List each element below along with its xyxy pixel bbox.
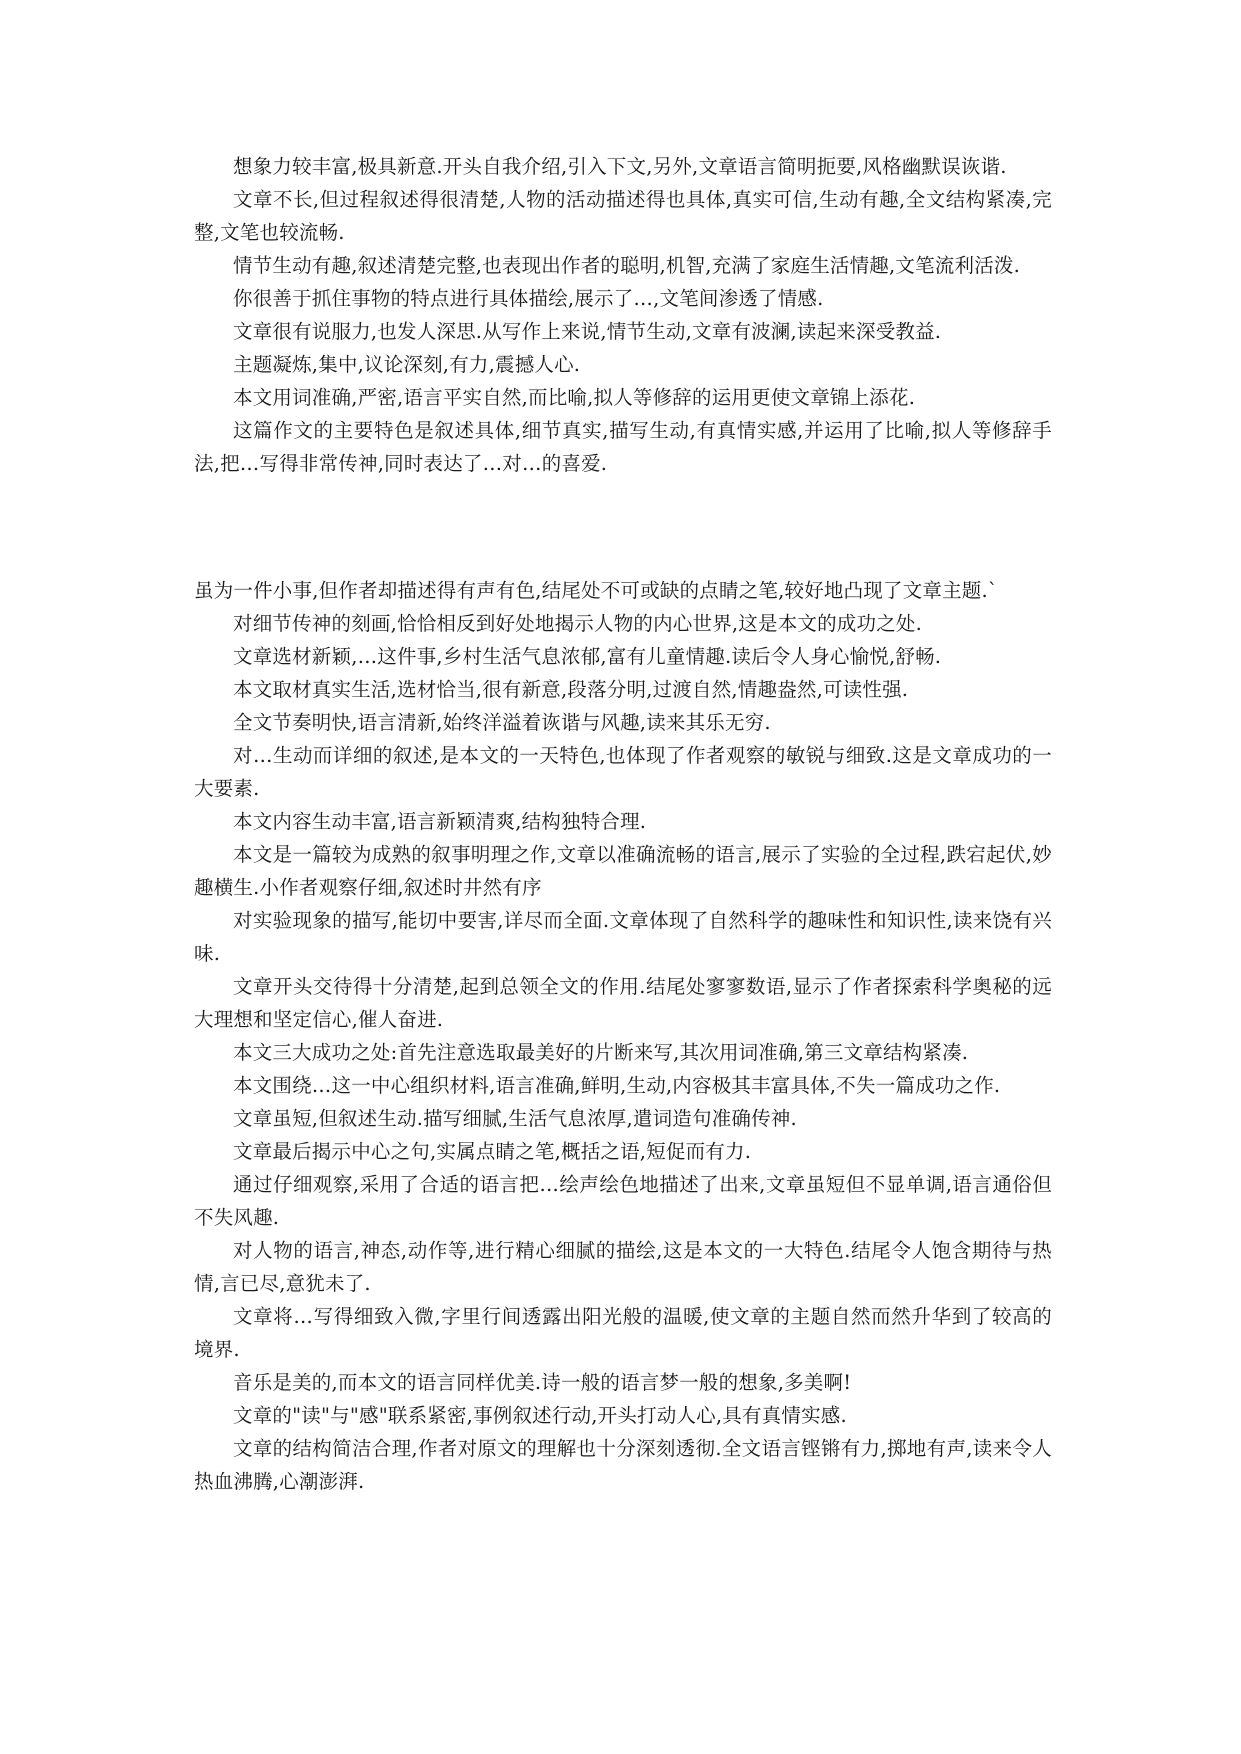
paragraph: 音乐是美的,而本文的语言同样优美.诗一般的语言梦一般的想象,多美啊! xyxy=(233,1371,852,1394)
paragraph: 主题凝炼,集中,议论深刻,有力,震撼人心. xyxy=(233,353,581,376)
comments-section-1 xyxy=(194,150,1052,480)
paragraph: 对…生动而详细的叙述,是本文的一天特色,也体现了作者观察的敏锐与细致.这是文章成功的一大要素. xyxy=(194,744,1052,800)
paragraph: 本文取材真实生活,选材恰当,很有新意,段落分明,过渡自然,情趣盎然,可读性强. xyxy=(233,678,909,701)
paragraph: 文章开头交待得十分清楚,起到总领全文的作用.结尾处寥寥数语,显示了作者探索科学奥秘的远大理想和坚定信心,催人奋进. xyxy=(194,975,1052,1031)
paragraph: 全文节奏明快,语言清新,始终洋溢着诙谐与风趣,读来其乐无穷. xyxy=(233,711,771,734)
paragraph: 文章虽短,但叙述生动.描写细腻,生活气息浓厚,遣词造句准确传神. xyxy=(233,1107,797,1130)
paragraph: 通过仔细观察,采用了合适的语言把…绘声绘色地描述了出来,文章虽短但不显单调,语言通俗但不失风趣. xyxy=(194,1173,1052,1229)
paragraph: 文章的"读"与"感"联系紧密,事例叙述行动,开头打动人心,具有真情实感. xyxy=(233,1404,847,1427)
paragraph: 想象力较丰富,极具新意.开头自我介绍,引入下文,另外,文章语言简明扼要,风格幽默误诙谐. xyxy=(233,155,1007,178)
paragraph: 本文三大成功之处:首先注意选取最美好的片断来写,其次用词准确,第三文章结构紧凑. xyxy=(233,1041,969,1064)
paragraph: 本文是一篇较为成熟的叙事明理之作,文章以准确流畅的语言,展示了实验的全过程,跌宕起伏,妙趣横生.小作者观察仔细,叙述时井然有序 xyxy=(194,843,1052,899)
paragraph: 文章选材新颖,…这件事,乡村生活气息浓郁,富有儿童情趣.读后令人身心愉悦,舒畅. xyxy=(233,645,942,668)
paragraph: 本文内容生动丰富,语言新颖清爽,结构独特合理. xyxy=(233,810,647,833)
paragraph: 情节生动有趣,叙述清楚完整,也表现出作者的聪明,机智,充满了家庭生活情趣,文笔流利活泼. xyxy=(233,254,1020,277)
paragraph: 这篇作文的主要特色是叙述具体,细节真实,描写生动,有真情实感,并运用了比喻,拟人等修辞手法,把…写得非常传神,同时表达了…对…的喜爱. xyxy=(194,419,1052,475)
paragraph: 你很善于抓住事物的特点进行具体描绘,展示了…,文笔间渗透了情感. xyxy=(233,287,824,310)
paragraph: 本文用词准确,严密,语言平实自然,而比喻,拟人等修辞的运用更使文章锦上添花. xyxy=(233,386,916,409)
paragraph: 文章不长,但过程叙述得很清楚,人物的活动描述得也具体,真实可信,生动有趣,全文结构紧凑,完整,文笔也较流畅. xyxy=(194,188,1052,244)
paragraph: 文章将…写得细致入微,字里行间透露出阳光般的温暖,使文章的主题自然而然升华到了较高的境界. xyxy=(194,1305,1052,1361)
paragraph: 文章最后揭示中心之句,实属点睛之笔,概括之语,短促而有力. xyxy=(233,1140,752,1163)
lead-paragraph: 虽为一件小事,但作者却描述得有声有色,结尾处不可或缺的点睛之笔,较好地凸现了文章主题.` xyxy=(194,579,998,602)
paragraph: 文章很有说服力,也发人深思.从写作上来说,情节生动,文章有波澜,读起来深受教益. xyxy=(233,320,942,343)
paragraph: 本文围绕…这一中心组织材料,语言准确,鲜明,生动,内容极其丰富具体,不失一篇成功之作. xyxy=(233,1074,1001,1097)
paragraph: 对细节传神的刻画,恰恰相反到好处地揭示人物的内心世界,这是本文的成功之处. xyxy=(233,612,922,635)
paragraph: 对人物的语言,神态,动作等,进行精心细腻的描绘,这是本文的一大特色.结尾令人饱含期待与热情,言已尽,意犹未了. xyxy=(194,1239,1052,1295)
paragraph: 文章的结构简洁合理,作者对原文的理解也十分深刻透彻.全文语言铿锵有力,掷地有声,读来令人热血沸腾,心潮澎湃. xyxy=(194,1437,1052,1493)
comments-section-2 xyxy=(194,574,1052,1498)
paragraph: 对实验现象的描写,能切中要害,详尽而全面.文章体现了自然科学的趣味性和知识性,读来饶有兴味. xyxy=(194,909,1052,965)
